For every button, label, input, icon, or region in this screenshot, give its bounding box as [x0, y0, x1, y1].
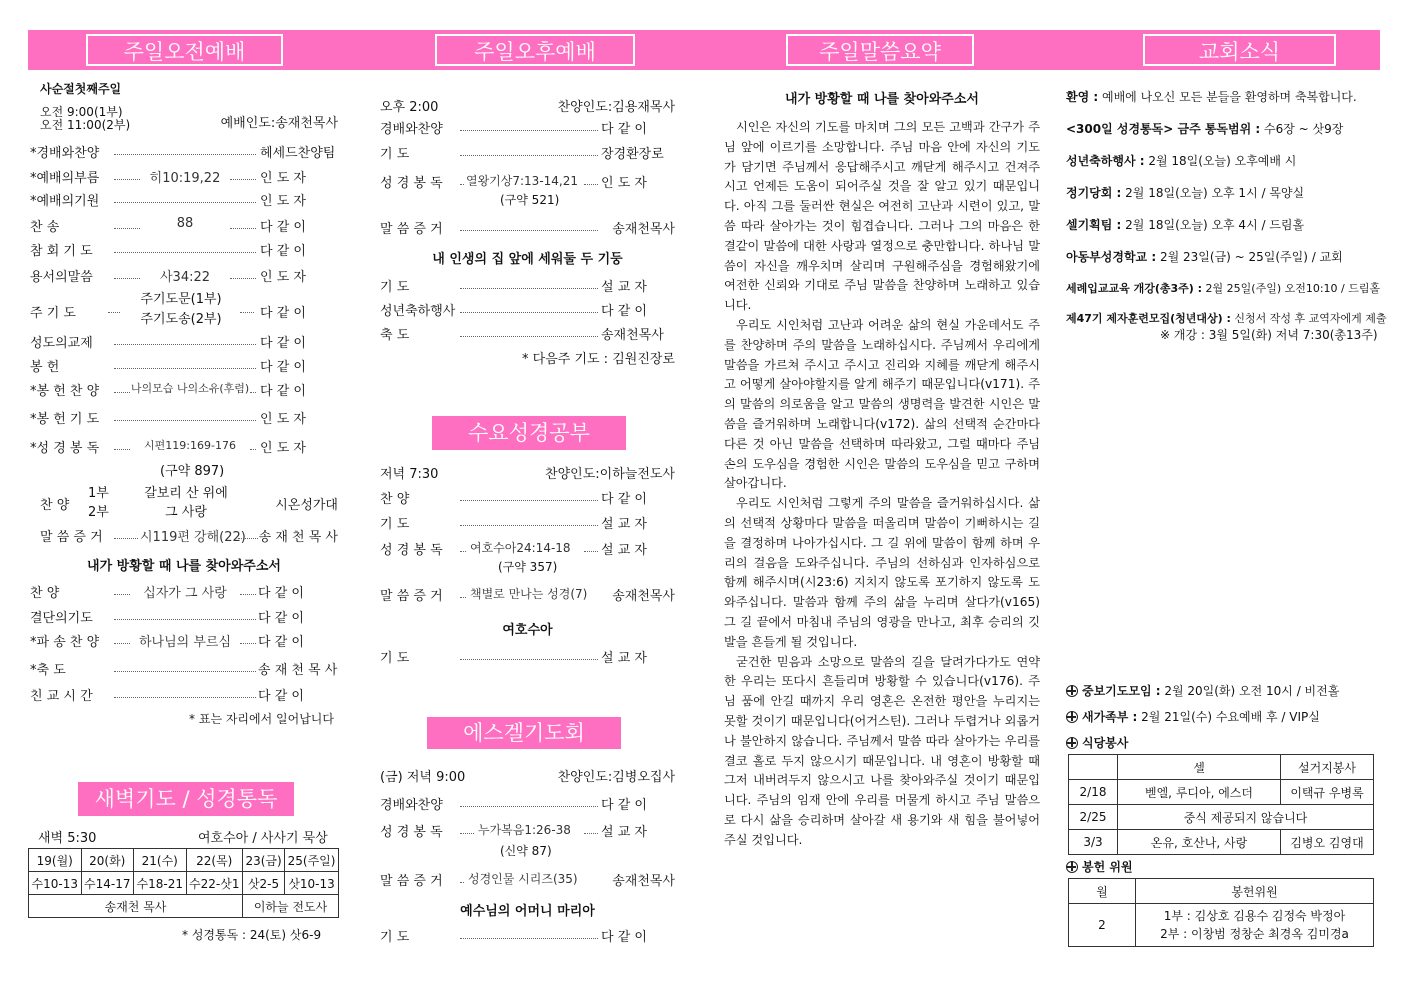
- row-label: *성 경 봉 독: [30, 441, 100, 456]
- row-right: 다 같 이: [260, 336, 306, 351]
- dining-dish: 이택규 우병록: [1281, 780, 1374, 805]
- dawn-text: 삿2-5: [243, 872, 285, 895]
- row-label: 용서의말씀: [30, 270, 93, 285]
- item-label: 식당봉사: [1082, 736, 1129, 750]
- row-label: 축 도: [380, 328, 410, 343]
- row-right: 송 재 천 목 사: [258, 663, 338, 678]
- wednesday-header-box: [432, 416, 626, 450]
- header-sermon: 주일말씀요약: [786, 34, 974, 66]
- reading-page: (구약 521): [500, 193, 560, 207]
- row-label: *예배의기원: [30, 194, 100, 209]
- item-label: 제47기 제자훈련모집(청년대상) :: [1066, 312, 1231, 325]
- friday-prayer-row: [380, 926, 675, 946]
- wednesday-time: 저녁 7:30: [380, 467, 439, 482]
- order-row: [30, 190, 338, 210]
- dawn-header-box: [78, 782, 294, 816]
- row-right: 인 도 자: [260, 441, 306, 456]
- row-right: 다 같 이: [258, 611, 304, 626]
- row-right: 송재천목사: [612, 589, 675, 604]
- friday-sermon-row: [380, 870, 675, 890]
- row-right: 장경환장로: [601, 147, 664, 162]
- order-row: [30, 631, 338, 651]
- season-label: 사순절첫째주일: [40, 82, 122, 96]
- row-right: 다 같 이: [258, 689, 304, 704]
- row-label: 찬 양: [30, 586, 60, 601]
- item-label: 새가족부 :: [1082, 710, 1138, 724]
- item-text: 2월 18일(오늘) 오후 1시 / 목양실: [1121, 186, 1305, 200]
- dining-date: 2/18: [1069, 780, 1118, 805]
- dawn-day: 22(목): [186, 849, 243, 872]
- dawn-day: 21(수): [134, 849, 187, 872]
- row-mid: 88: [176, 216, 194, 231]
- intercession-item: [1066, 682, 1339, 699]
- header-news: 교회소식: [1143, 34, 1336, 66]
- reading-page: (구약 357): [498, 560, 558, 574]
- row-right: 인 도 자: [260, 412, 306, 427]
- item-text: 2월 21일(수) 수요예배 후 / VIP실: [1137, 710, 1320, 724]
- row-right: 송재천목사: [601, 328, 664, 343]
- row-label: 경배와찬양: [380, 798, 443, 813]
- friday-header: 에스겔기도회: [463, 721, 585, 745]
- order-row: [30, 380, 338, 400]
- item-label: 정기당회 :: [1066, 186, 1122, 200]
- time-2: 오전 11:00(2부): [40, 118, 131, 132]
- row-label: 찬 송: [30, 220, 60, 235]
- order-row: [30, 216, 338, 236]
- row-right: 인 도 자: [601, 176, 647, 191]
- leader: 예배인도:송재천목사: [220, 116, 338, 131]
- row-label: 기 도: [380, 147, 410, 162]
- dining-date: 3/3: [1069, 830, 1118, 855]
- item-text: 예배에 나오신 모든 분들을 환영하며 축복합니다.: [1098, 90, 1357, 104]
- order-row: [380, 276, 675, 296]
- row-label: 기 도: [380, 930, 410, 945]
- sermon-title: 내가 방황할 때 나를 찾아와주소서: [87, 559, 281, 574]
- order-row: [30, 659, 338, 679]
- time-1: 오전 9:00(1부): [40, 105, 123, 119]
- dawn-text: 삿10-13: [285, 872, 339, 895]
- dining-date: 2/25: [1069, 805, 1118, 830]
- item-label: 성년축하행사 :: [1066, 154, 1145, 168]
- wednesday-sub-title: 여호수아: [502, 623, 553, 638]
- row-label: 성년축하행사: [380, 304, 456, 319]
- offering-item: [1066, 858, 1133, 875]
- row-label: *봉 헌 찬 양: [30, 384, 100, 399]
- dawn-day: 19(월): [29, 849, 82, 872]
- row-mid: 여호수아24:14-18: [470, 541, 571, 555]
- row-mid: 히10:19,22: [149, 171, 221, 186]
- news-item: [1066, 88, 1357, 105]
- order-row: [30, 685, 338, 705]
- item-text: 2월 20일(화) 오전 10시 / 비전홀: [1160, 684, 1340, 698]
- row-label: 말 씀 증 거: [380, 589, 443, 604]
- afternoon-reading-row: [380, 172, 675, 192]
- next-prayer-note: * 다음주 기도 : 김원진장로: [522, 352, 675, 367]
- wednesday-header: 수요성경공부: [468, 421, 590, 445]
- row-right: 송재천목사: [612, 874, 675, 889]
- item-text: 2월 25일(주일) 오전10:10 / 드림홀: [1202, 282, 1381, 295]
- order-row: [30, 240, 338, 260]
- order-row: [380, 513, 675, 533]
- row-label: 찬 양: [380, 492, 410, 507]
- row-label: 기 도: [380, 517, 410, 532]
- order-row: [30, 266, 338, 286]
- row-label: 말 씀 증 거: [380, 874, 443, 889]
- cross-bullet-icon: [1066, 711, 1078, 723]
- row-label: 말 씀 증 거: [380, 222, 443, 237]
- wednesday-reading-row: [380, 539, 675, 559]
- row-label: 찬 양: [40, 498, 70, 513]
- dining-table: [1068, 754, 1374, 855]
- order-row: [380, 118, 675, 138]
- row-mid: 성경인물 시리즈(35): [468, 872, 578, 886]
- dawn-text: 수10-13: [29, 872, 82, 895]
- news-item: [1066, 310, 1387, 326]
- row-label: 성 경 봉 독: [380, 543, 443, 558]
- summary-paragraph: 굳건한 믿음과 소망으로 말씀의 길을 달려가다가도 연약한 우리는 또다시 흔들리며 방황할 수 있습니다(v176). 주님 품에 안길 때까지 우리 영혼은 온전한 평안을 누리지는 못할 것이기 때문입니다(어거스틴). 그러나 두렵거나 외롭거나 불안하지 않습니다. 주님께서 말씀 따라 살아가는 우리를 결코 홀로 두지 않으시기 때문입니다. 내 영혼이 방황할 때 그저 내버려두지 않으시고 나를 찾아와주실 것이기 때문입니다. 주님의 임재 안에 우리를 머물게 하시고 주님 말씀으로 다시 삶을 승리하며 살아갈 새 용기와 새 힘을 불어넣어주실 것입니다.: [724, 654, 1040, 847]
- afternoon-sub-title: 내 인생의 집 앞에 세워둘 두 기둥: [432, 252, 623, 267]
- order-row: [30, 142, 338, 162]
- row-right: 인 도 자: [260, 270, 306, 285]
- dawn-text: 수22-삿1: [186, 872, 243, 895]
- row-label: 성도의교제: [30, 336, 93, 351]
- news-item: [1066, 216, 1304, 233]
- reading-page: (신약 87): [500, 844, 552, 858]
- row-label: 주 기 도: [30, 306, 76, 321]
- dawn-day: 23(금): [243, 849, 285, 872]
- choir-song-2: 그 사랑: [165, 505, 207, 520]
- row-label: 기 도: [380, 651, 410, 666]
- row-right: 설 교 자: [601, 517, 647, 532]
- offering-month: 2: [1069, 904, 1136, 947]
- choir-part-2: 2부: [88, 505, 109, 520]
- summary-paragraph: 우리도 시인처럼 그렇게 주의 말씀을 즐거워하십시다. 삶의 선택적 상황마다 말씀을 떠올리며 말씀이 기뻐하시는 길을 결정하며 나아가십시다. 그 길 위에 말씀이 함께 하며 우리의 걸음을 도와주십니다. 주님의 선하심과 인자하심으로 함께 해주시며(시23:6) 지치지 않도록 포기하지 않도록 도와주십니다. 말씀과 함께 주의 삶을 누리며 살다가(v165) 그 길 끝에서 마침내 주님의 영광을 만나고, 최후 승리의 깃발을 흔들게 될 것입니다.: [724, 496, 1040, 649]
- row-label: *축 도: [30, 663, 66, 678]
- row-mid: 사34:22: [159, 270, 211, 285]
- row-right: 설 교 자: [601, 543, 647, 558]
- dawn-leader-1: 송재천 목사: [29, 895, 243, 918]
- row-label: 봉 헌: [30, 360, 60, 375]
- dawn-note: * 성경통독 : 24(토) 삿6-9: [182, 928, 322, 942]
- news-note: ※ 개강 : 3월 5일(화) 저녁 7:30(총13주): [1160, 328, 1378, 342]
- news-item: [1066, 152, 1296, 169]
- item-text: 2월 18일(오늘) 오후 4시 / 드림홀: [1121, 218, 1305, 232]
- row-right: 헤세드찬양팀: [260, 146, 336, 161]
- summary-paragraph: 시인은 자신의 기도를 마치며 그의 모든 고백과 간구가 주님 앞에 이르기를 소망합니다. 주님 마음 안에 자신의 기도가 담기면 주님께서 응답해주시고 깨닫게 해주시고 건져주시고 언제든 도움이 되어주실 것을 잘 알고 있기 때문입니다. 아직 그를 둘러싼 현실은 여전히 고난과 시련이 있고, 말씀 따라 살아가는 것이 힘겹습니다. 그러나 그의 마음은 한결같이 말씀에 대한 사랑과 열정으로 충만합니다. 하나님 말씀이 자신을 깨우치며 살리며 구원해주심을 경험해왔기에 여전한 신뢰와 기대로 주님 말씀을 찬양하며 노래하고 있습니다.: [724, 120, 1040, 313]
- row-label: *경배와찬양: [30, 146, 100, 161]
- item-label: 환영 :: [1066, 90, 1099, 104]
- row-right: 다 같 이: [601, 930, 647, 945]
- order-row: [380, 300, 675, 320]
- row-label: *파 송 찬 양: [30, 635, 100, 650]
- wednesday-sermon-row: [380, 585, 675, 605]
- row-mid: 누가복음1:26-38: [478, 823, 571, 837]
- dining-head-dish: 설거지봉사: [1281, 755, 1374, 780]
- row-right: 설 교 자: [601, 825, 647, 840]
- item-text: 수6장 ~ 삿9장: [1260, 122, 1344, 136]
- news-item: [1066, 120, 1343, 137]
- cross-bullet-icon: [1066, 861, 1078, 873]
- friday-reading-row: [380, 821, 675, 841]
- row-mid: 나의모습 나의소유(후렴): [130, 382, 250, 395]
- row-right: 시온성가대: [275, 498, 338, 513]
- row-right: 다 같 이: [260, 220, 306, 235]
- order-row: [30, 167, 338, 187]
- summary-body: [724, 118, 1040, 850]
- row-right: 다 같 이: [601, 122, 647, 137]
- offering-table: [1068, 878, 1374, 947]
- cross-bullet-icon: [1066, 737, 1078, 749]
- news-item: [1066, 280, 1380, 296]
- order-row: [30, 582, 338, 602]
- row-label: *예배의부름: [30, 171, 100, 186]
- item-text: 신청서 작성 후 교역자에게 제출: [1230, 312, 1387, 325]
- standing-note: * 표는 자리에서 일어납니다: [189, 712, 334, 726]
- row-label: 친 교 시 간: [30, 689, 93, 704]
- dawn-reading: 여호수아 / 사사기 묵상: [198, 831, 328, 846]
- reading-page: (구약 897): [160, 464, 225, 479]
- dawn-schedule-table: [28, 848, 339, 918]
- row-right: 다 같 이: [258, 635, 304, 650]
- row-right: 다 같 이: [601, 304, 647, 319]
- order-row: [30, 408, 338, 428]
- order-row: [380, 324, 675, 344]
- item-label: 세례입교교육 개강(총3주) :: [1066, 282, 1203, 295]
- order-row: [380, 143, 675, 163]
- item-text: 2월 18일(오늘) 오후예배 시: [1144, 154, 1297, 168]
- prayer-mid-2: 주기도송(2부): [140, 312, 222, 327]
- friday-sub-title: 예수님의 어머니 마리아: [460, 904, 595, 919]
- header-afternoon: 주일오후예배: [435, 34, 635, 66]
- order-row: [30, 356, 338, 376]
- item-text: 2월 23일(금) ~ 25일(주일) / 교회: [1156, 250, 1343, 264]
- row-label: 성 경 봉 독: [380, 176, 443, 191]
- row-right: 다 같 이: [601, 492, 647, 507]
- afternoon-sermon-row: [380, 218, 675, 238]
- row-right: 다 같 이: [258, 586, 304, 601]
- offering-head-month: 월: [1069, 879, 1136, 904]
- row-right: 인 도 자: [260, 171, 306, 186]
- row-right: 다 같 이: [260, 384, 306, 399]
- afternoon-time: 오후 2:00: [380, 100, 439, 115]
- row-mid: 책별로 만나는 성경(7): [470, 587, 588, 601]
- afternoon-column: [380, 96, 675, 386]
- dawn-day: 25(주일): [285, 849, 339, 872]
- offering-members-2: 2부 : 이창범 정창순 최경옥 김미경a: [1160, 927, 1349, 941]
- choir-row: [30, 484, 338, 522]
- friday-time: (금) 저녁 9:00: [380, 770, 466, 785]
- row-right: 송재천목사: [612, 222, 675, 237]
- row-right: 인 도 자: [260, 194, 306, 209]
- lords-prayer-row: [30, 290, 338, 330]
- friday-leader: 찬양인도:김병오집사: [557, 770, 675, 785]
- friday-header-box: [427, 717, 621, 749]
- offering-members-1: 1부 : 김상호 김용수 김정숙 박정아: [1163, 909, 1346, 923]
- item-label: 중보기도모임 :: [1082, 684, 1161, 698]
- row-mid: 시편119:169-176: [144, 439, 236, 452]
- order-row: [380, 794, 675, 814]
- prayer-mid-1: 주기도문(1부): [140, 292, 222, 307]
- new-family-item: [1066, 708, 1320, 725]
- sermon-row: [30, 526, 338, 546]
- friday-column: [380, 766, 675, 946]
- dining-cell: 중식 제공되지 않습니다: [1118, 805, 1374, 830]
- wednesday-prayer-row: [380, 647, 675, 667]
- dining-head-cell: 셀: [1118, 755, 1281, 780]
- row-label: *봉 헌 기 도: [30, 412, 100, 427]
- dining-cell: 온유, 호산나, 사랑: [1118, 830, 1281, 855]
- dawn-leader-2: 이하늘 전도사: [243, 895, 339, 918]
- choir-part-1: 1부: [88, 486, 109, 501]
- row-label: 참 회 기 도: [30, 244, 93, 259]
- row-right: 다 같 이: [260, 306, 306, 321]
- service-times: [40, 106, 130, 132]
- item-label: 셀기획팀 :: [1066, 218, 1122, 232]
- row-mid: 십자가 그 사랑: [143, 586, 227, 601]
- dining-service-item: [1066, 734, 1128, 751]
- dawn-text: 수18-21: [134, 872, 187, 895]
- header-morning: 주일오전예배: [86, 34, 283, 66]
- order-row: [30, 437, 338, 457]
- summary-title: 내가 방황할 때 나를 찾아와주소서: [785, 92, 979, 107]
- row-mid: 열왕기상7:13-14,21: [466, 174, 578, 188]
- row-label: 결단의기도: [30, 611, 93, 626]
- dawn-day: 20(화): [81, 849, 134, 872]
- order-row: [30, 607, 338, 627]
- offering-head-members: 봉헌위원: [1136, 879, 1374, 904]
- row-right: 송 재 천 목 사: [258, 530, 338, 545]
- wednesday-leader: 찬양인도:이하늘전도사: [545, 467, 675, 482]
- row-label: 성 경 봉 독: [380, 825, 443, 840]
- row-right: 다 같 이: [260, 360, 306, 375]
- row-right: 다 같 이: [601, 798, 647, 813]
- choir-song-1: 갈보리 산 위에: [144, 486, 228, 501]
- row-label: 경배와찬양: [380, 122, 443, 137]
- item-label: 아동부성경학교 :: [1066, 250, 1157, 264]
- item-label: <300일 성경통독> 금주 통독범위 :: [1066, 122, 1261, 136]
- cross-bullet-icon: [1066, 685, 1078, 697]
- news-item: [1066, 184, 1304, 201]
- row-mid: 시119편 강해(22): [140, 530, 246, 545]
- dining-cell: 벧엘, 루디아, 에스더: [1118, 780, 1281, 805]
- item-label: 봉헌 위원: [1082, 860, 1133, 874]
- news-item: [1066, 248, 1343, 265]
- row-right: 설 교 자: [601, 651, 647, 666]
- row-right: 설 교 자: [601, 280, 647, 295]
- dawn-text: 수14-17: [81, 872, 134, 895]
- wednesday-column: [380, 463, 675, 673]
- row-mid: 하나님의 부르심: [138, 635, 232, 650]
- summary-paragraph: 우리도 시인처럼 고난과 어려운 삶의 현실 가운데서도 주를 찬양하며 주의 말씀을 노래하십시다. 주님께서 우리에게 말씀을 가르쳐 주시고 주시고 진리와 지혜를 깨닫게 해주시고 어떻게 살아야할지를 알게 해주기 때문입니다(v171). 주의 말씀의 의로움을 알고 말씀의 생명력을 발견한 시인은 말씀을 즐거워하며 노래합니다(v172). 삶의 선택적 순간마다 다른 것 아닌 말씀을 선택하며 따라왔고, 그럴 때마다 주님 손의 도우심을 경험한 시인은 말씀의 도우심을 믿고 구하며 살아갑니다.: [724, 317, 1040, 491]
- afternoon-leader: 찬양인도:김용재목사: [557, 100, 675, 115]
- dawn-header: 새벽기도 / 성경통독: [94, 787, 278, 811]
- row-right: 다 같 이: [260, 244, 306, 259]
- dawn-time: 새벽 5:30: [38, 831, 97, 846]
- order-row: [380, 488, 675, 508]
- row-label: 말 씀 증 거: [40, 530, 103, 545]
- dining-dish: 김병오 김영대: [1281, 830, 1374, 855]
- row-label: 기 도: [380, 280, 410, 295]
- order-row: [30, 332, 338, 352]
